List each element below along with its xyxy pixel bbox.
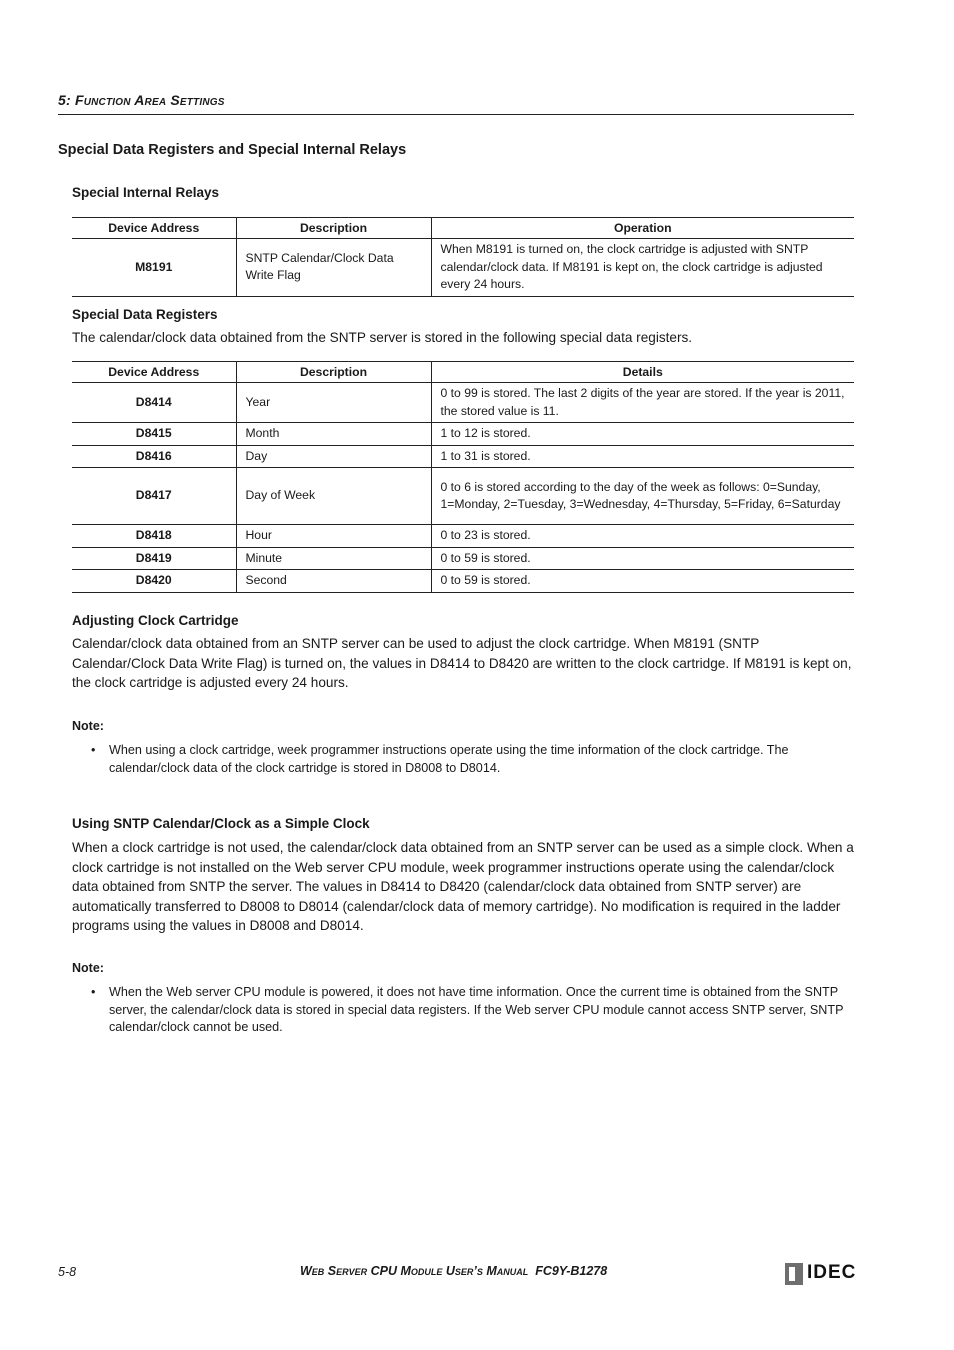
data-registers-heading: Special Data Registers xyxy=(72,307,218,322)
manual-title xyxy=(300,1264,620,1278)
table-row xyxy=(72,525,854,548)
section-title: Special Data Registers and Special Internal Relays xyxy=(58,142,407,158)
device-details: 0 to 23 is stored. xyxy=(431,525,854,548)
device-description: Hour xyxy=(236,525,431,548)
table-row xyxy=(72,547,854,570)
device-details: 0 to 6 is stored according to the day of the week as follows: 0=Sunday, 1=Monday, 2=Tuesday, 3=Wednesday, 4=Thursday, 5=Friday, 6=Saturday xyxy=(431,468,854,525)
adjusting-heading: Adjusting Clock Cartridge xyxy=(72,613,239,628)
note-label: Note: xyxy=(72,961,104,975)
device-address: D8419 xyxy=(72,547,236,570)
device-address: M8191 xyxy=(72,239,236,297)
header-rule xyxy=(58,114,854,115)
table-row xyxy=(72,570,854,593)
device-address: D8414 xyxy=(72,383,236,423)
device-address: D8420 xyxy=(72,570,236,593)
device-operation: When M8191 is turned on, the clock cartridge is adjusted with SNTP calendar/clock data. If M8191 is kept on, the clock cartridge is adjusted every 24 hours. xyxy=(431,239,854,297)
device-address: D8415 xyxy=(72,423,236,446)
device-details: 1 to 31 is stored. xyxy=(431,445,854,468)
table-row xyxy=(72,423,854,446)
bullet: • xyxy=(91,985,96,999)
column-header: Operation xyxy=(431,218,854,239)
chapter-header: 5: Function Area Settings xyxy=(58,92,225,108)
device-details: 0 to 59 is stored. xyxy=(431,547,854,570)
table-row xyxy=(72,383,854,423)
table-row xyxy=(72,468,854,525)
device-details: 0 to 99 is stored. The last 2 digits of the year are stored. If the year is 2011, the stored value is 11. xyxy=(431,383,854,423)
note-label: Note: xyxy=(72,719,104,733)
device-description: Second xyxy=(236,570,431,593)
device-address: D8416 xyxy=(72,445,236,468)
logo-mark-icon xyxy=(785,1263,803,1285)
simple-clock-body: When a clock cartridge is not used, the calendar/clock data obtained from an SNTP server can be used as a simple clock. When a clock cartridge is not installed on the Web server CPU module, week programmer instructions operate using the calendar/clock data obtained from SNTP the server. The values in D8414 to D8420 (calendar/clock data obtained from SNTP server) are automatically transferred to D8008 to D8014 (calendar/clock data of memory cartridge). No modification is required in the ladder programs using the values in D8008 and D8014. xyxy=(72,840,854,934)
device-description: Day xyxy=(236,445,431,468)
manual-code: FC9Y-B1278 xyxy=(535,1264,608,1278)
device-address: D8417 xyxy=(72,468,236,525)
device-description: Year xyxy=(236,383,431,423)
logo-text: IDEC xyxy=(807,1262,857,1283)
device-details: 1 to 12 is stored. xyxy=(431,423,854,446)
internal-relays-heading: Special Internal Relays xyxy=(72,185,220,200)
device-description: Month xyxy=(236,423,431,446)
bullet: • xyxy=(91,743,96,757)
data-registers-table xyxy=(72,361,854,593)
internal-relays-table xyxy=(72,217,854,297)
device-details: 0 to 59 is stored. xyxy=(431,570,854,593)
table-row xyxy=(72,239,854,297)
column-header: Details xyxy=(431,362,854,383)
device-description: SNTP Calendar/Clock Data Write Flag xyxy=(236,239,431,297)
column-header: Device Address xyxy=(72,218,236,239)
note-text: When the Web server CPU module is powered, it does not have time information. Once the current time is obtained from the SNTP server, the calendar/clock data is stored in special data registers. If the Web server CPU module cannot access SNTP server, SNTP calendar/clock cannot be used. xyxy=(109,985,844,1035)
adjusting-body: Calendar/clock data obtained from an SNTP server can be used to adjust the clock cartridge. When M8191 (SNTP Calendar/Clock Data Write Flag) is turned on, the values in D8414 to D8420 are written to the clock cartridge. If M8191 is kept on, the clock cartridge is adjusted every 24 hours. xyxy=(72,636,852,691)
idec-logo xyxy=(785,1262,855,1286)
table-row xyxy=(72,445,854,468)
table-header-row xyxy=(72,218,854,239)
manual-name: Web Server CPU Module User’s Manual xyxy=(300,1264,529,1278)
simple-clock-heading: Using SNTP Calendar/Clock as a Simple Clock xyxy=(72,816,370,831)
column-header: Description xyxy=(236,218,431,239)
column-header: Device Address xyxy=(72,362,236,383)
data-registers-intro: The calendar/clock data obtained from the SNTP server is stored in the following special data registers. xyxy=(72,330,693,345)
device-description: Day of Week xyxy=(236,468,431,525)
note-text: When using a clock cartridge, week programmer instructions operate using the time information of the clock cartridge. The calendar/clock data of the clock cartridge is stored in D8008 to D8014. xyxy=(109,743,789,775)
table-header-row xyxy=(72,362,854,383)
column-header: Description xyxy=(236,362,431,383)
page-number: 5-8 xyxy=(58,1265,77,1279)
device-address: D8418 xyxy=(72,525,236,548)
device-description: Minute xyxy=(236,547,431,570)
